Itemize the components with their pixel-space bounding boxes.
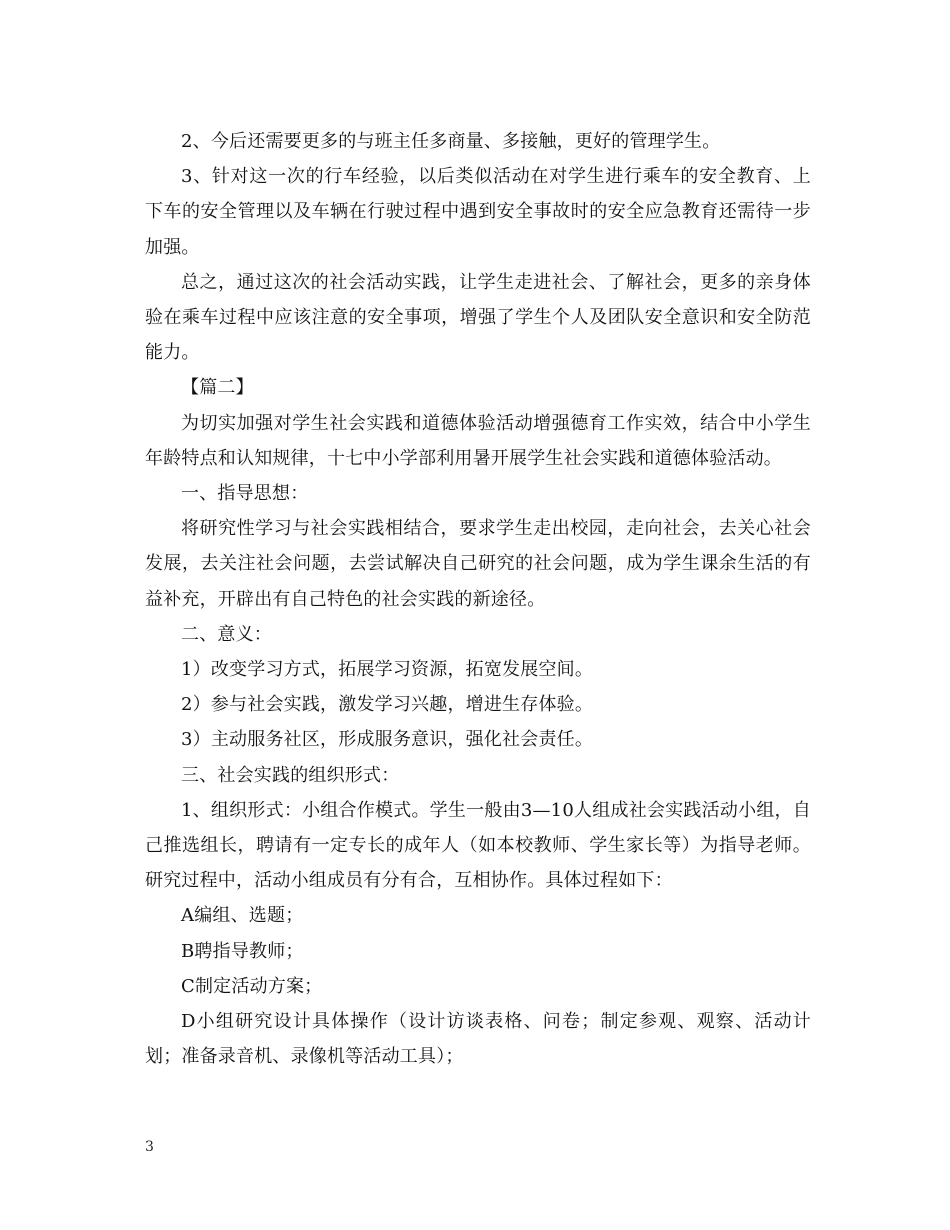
step-a: A编组、选题； <box>181 905 304 927</box>
section-heading-part-two: 【篇二】 <box>181 377 254 399</box>
page-number: 3 <box>145 1139 154 1155</box>
heading-meaning: 二、意义： <box>181 623 272 645</box>
list-item-3: 3）主动服务社区，形成服务意识，强化社会责任。 <box>181 729 594 751</box>
list-item-2: 2）参与社会实践，激发学习兴趣，增进生存体验。 <box>181 694 594 716</box>
paragraph-3: 总之，通过这次的社会活动实践，让学生走进社会、了解社会，更多的亲身体验在乘车过程中应该注意的安全事项，增强了学生个人及团队安全意识和安全防范能力。 <box>145 271 811 364</box>
step-c: C制定活动方案； <box>181 975 323 997</box>
heading-guiding-idea: 一、指导思想： <box>181 483 309 505</box>
paragraph-5: 将研究性学习与社会实践相结合，要求学生走出校园，走向社会，去关心社会发展，去关注社会问题，去尝试解决自己研究的社会问题，成为学生课余生活的有益补充，开辟出有自己特色的社会实践的新途径。 <box>145 518 811 610</box>
list-item-1: 1）改变学习方式，拓展学习资源，拓宽发展空间。 <box>181 659 594 681</box>
body-text <box>145 124 811 1074</box>
paragraph-2: 3、针对这一次的行车经验，以后类似活动在对学生进行乘车的安全教育、上下车的安全管理以及车辆在行驶过程中遇到安全事故时的安全应急教育还需待一步加强。 <box>145 166 811 258</box>
paragraph-1: 2、今后还需要更多的与班主任多商量、多接触，更好的管理学生。 <box>181 131 721 152</box>
paragraph-4: 为切实加强对学生社会实践和道德体验活动增强德育工作实效，结合中小学生年龄特点和认知规律，十七中小学部利用暑开展学生社会实践和道德体验活动。 <box>145 412 811 469</box>
heading-organization-form: 三、社会实践的组织形式： <box>181 764 400 786</box>
step-b: B聘指导教师； <box>181 940 304 962</box>
paragraph-6: 1、组织形式：小组合作模式。学生一般由3—10人组成社会实践活动小组，自己推选组长，聘请有一定专长的成年人（如本校教师、学生家长等）为指导老师。研究过程中，活动小组成员有分有合，互相协作。具体过程如下： <box>145 799 811 892</box>
step-d: D小组研究设计具体操作（设计访谈表格、问卷；制定参观、观察、活动计划；准备录音机、录像机等活动工具）； <box>145 1011 811 1068</box>
